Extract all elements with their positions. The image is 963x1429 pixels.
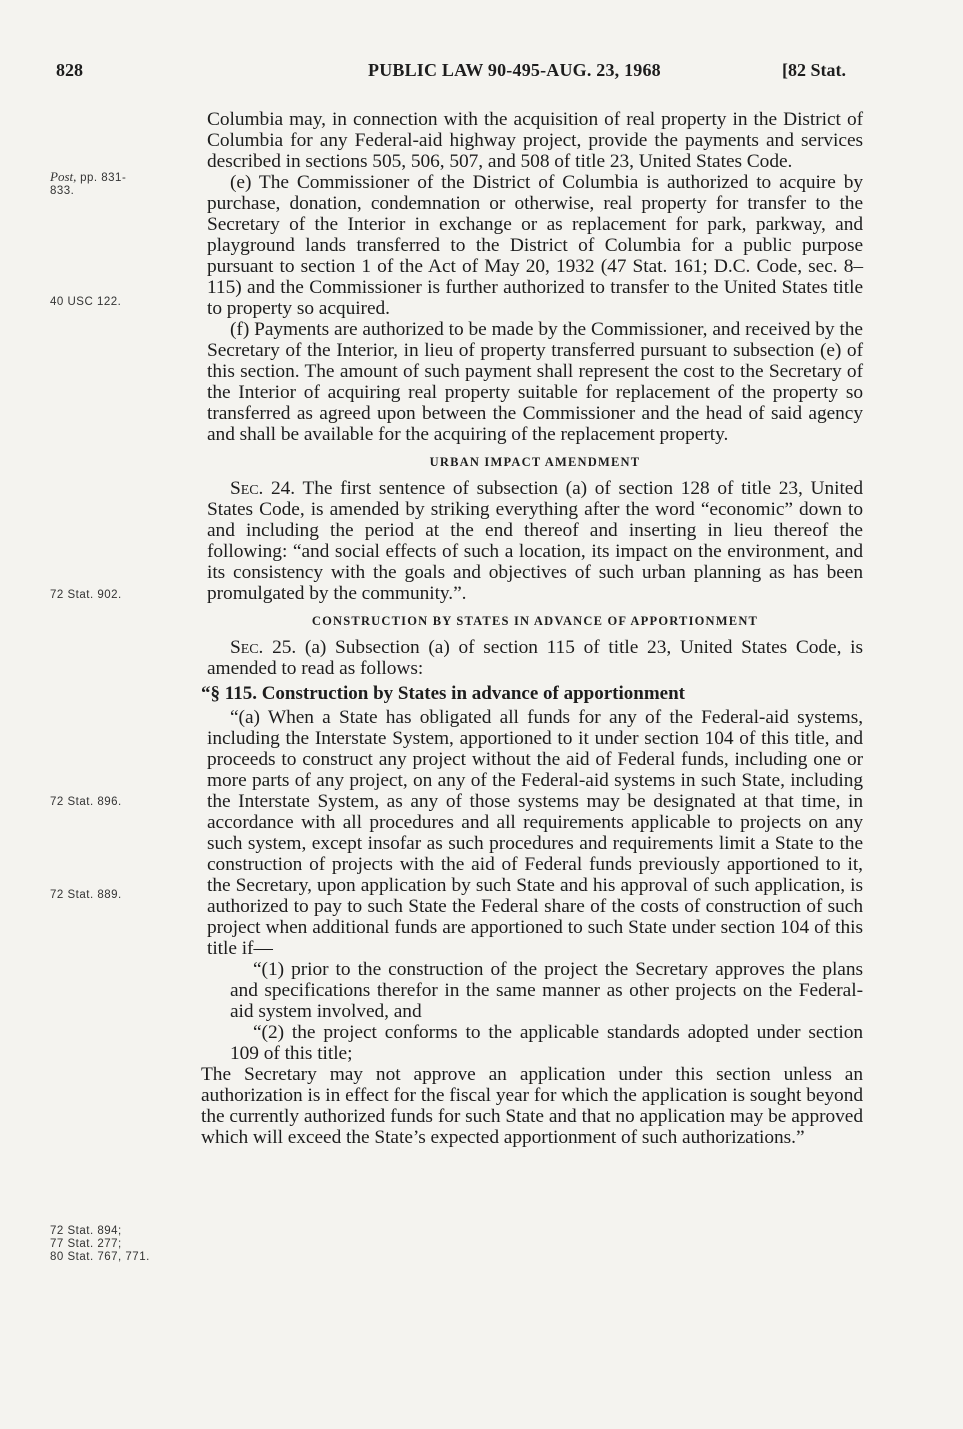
paragraph-a: “(a) When a State has obligated all funds for any of the Federal-aid systems, including the Interstate System, apportioned to it under section 104 of this title, and proceeds to construct any project without the aid of Federal funds, including one or more parts of any project, on any of the Federal-aid systems in such State, including the Interstate System, as any of those systems may be designated at that time, in accordance with all procedures and all requirements applicable to projects on any such system, except insofar as such procedures and requirements limit a State to the construction of projects with the aid of Federal funds previously apportioned to it, the Secretary, upon application by such State and his approval of such application, is authorized to pay to such State the Federal share of the costs of construction of such project when additional funds are apportioned to such State under section 104 of this title if— — [207, 707, 863, 959]
section-text: The first sentence of subsection (a) of section 128 of title 23, United States Code, is amended by striking everything after the word “economic” down to and including the period at the end thereof and inserting in lieu thereof the following: “and social effects of such a location, its impact on the environment, and its consistency with the goals and objectives of such urban planning as has been promulgated by the community.”. — [207, 478, 863, 604]
margin-note: 72 Stat. 902. — [50, 589, 122, 601]
margin-note: 72 Stat. 894; 77 Stat. 277; 80 Stat. 767, 771. — [50, 1225, 150, 1263]
list-item: “(2) the project conforms to the applicable standards adopted under section 109 of this title; — [230, 1022, 863, 1064]
section-text: (a) Subsection (a) of section 115 of title 23, United States Code, is amended to read as follows: — [207, 637, 863, 679]
statute-heading: “§ 115. Construction by States in advance of apportionment — [201, 683, 685, 704]
volume-reference: [82 Stat. — [782, 60, 846, 80]
margin-note: 72 Stat. 896. — [50, 796, 122, 808]
section-label: Sec. 24. — [230, 478, 296, 499]
section-24 — [207, 478, 863, 604]
page-number: 828 — [56, 60, 83, 80]
paragraph-f: (f) Payments are authorized to be made by the Commissioner, and received by the Secretary of the Interior, in lieu of property transferred pursuant to subsection (e) of this section. The amount of such payment shall represent the cost to the Secretary of the Interior of acquiring real property suitable for replacement of the property so transferred as agreed upon between the Commissioner and the head of said agency and shall be available for the acquiring of the replacement property. — [207, 319, 863, 445]
paragraph-e: (e) The Commissioner of the District of Columbia is authorized to acquire by purchase, donation, condemnation or otherwise, real property for transfer to the Secretary of the Interior in exchange or as replacement for park, parkway, and playground lands transferred to the District of Columbia for a public purpose pursuant to section 1 of the Act of May 20, 1932 (47 Stat. 161; D.C. Code, sec. 8–115) and the Commissioner is further authorized to transfer to the United States title to property so acquired. — [207, 172, 863, 319]
margin-note: 40 USC 122. — [50, 296, 122, 308]
paragraph: Columbia may, in connection with the acquisition of real property in the District of Columbia for any Federal-aid highway project, provide the payments and services described in sections 505, 506, 507, and 508 of title 23, United States Code. — [207, 109, 863, 172]
body-text — [201, 109, 863, 1148]
section-label: Sec. 25. — [230, 637, 297, 658]
page-title: PUBLIC LAW 90-495-AUG. 23, 1968 — [368, 60, 661, 80]
section-heading: CONSTRUCTION BY STATES IN ADVANCE OF APPORTIONMENT — [311, 614, 759, 628]
margin-note-text: pp. 831- 833. — [50, 172, 127, 197]
margin-note — [50, 170, 200, 198]
list-item: “(1) prior to the construction of the project the Secretary approves the plans and specifications therefor in the same manner as other projects on the Federal-aid system involved, and — [230, 959, 863, 1022]
section-heading: URBAN IMPACT AMENDMENT — [429, 455, 641, 469]
margin-note-prefix: Post, — [50, 169, 77, 184]
margin-note: 72 Stat. 889. — [50, 889, 122, 901]
section-25 — [207, 637, 863, 679]
closing-paragraph: The Secretary may not approve an application under this section unless an authorization is in effect for the fiscal year for which the application is sought beyond the currently authorized funds for such State and that no application may be approved which will exceed the State’s expected apportionment of such authorizations.” — [201, 1064, 863, 1148]
